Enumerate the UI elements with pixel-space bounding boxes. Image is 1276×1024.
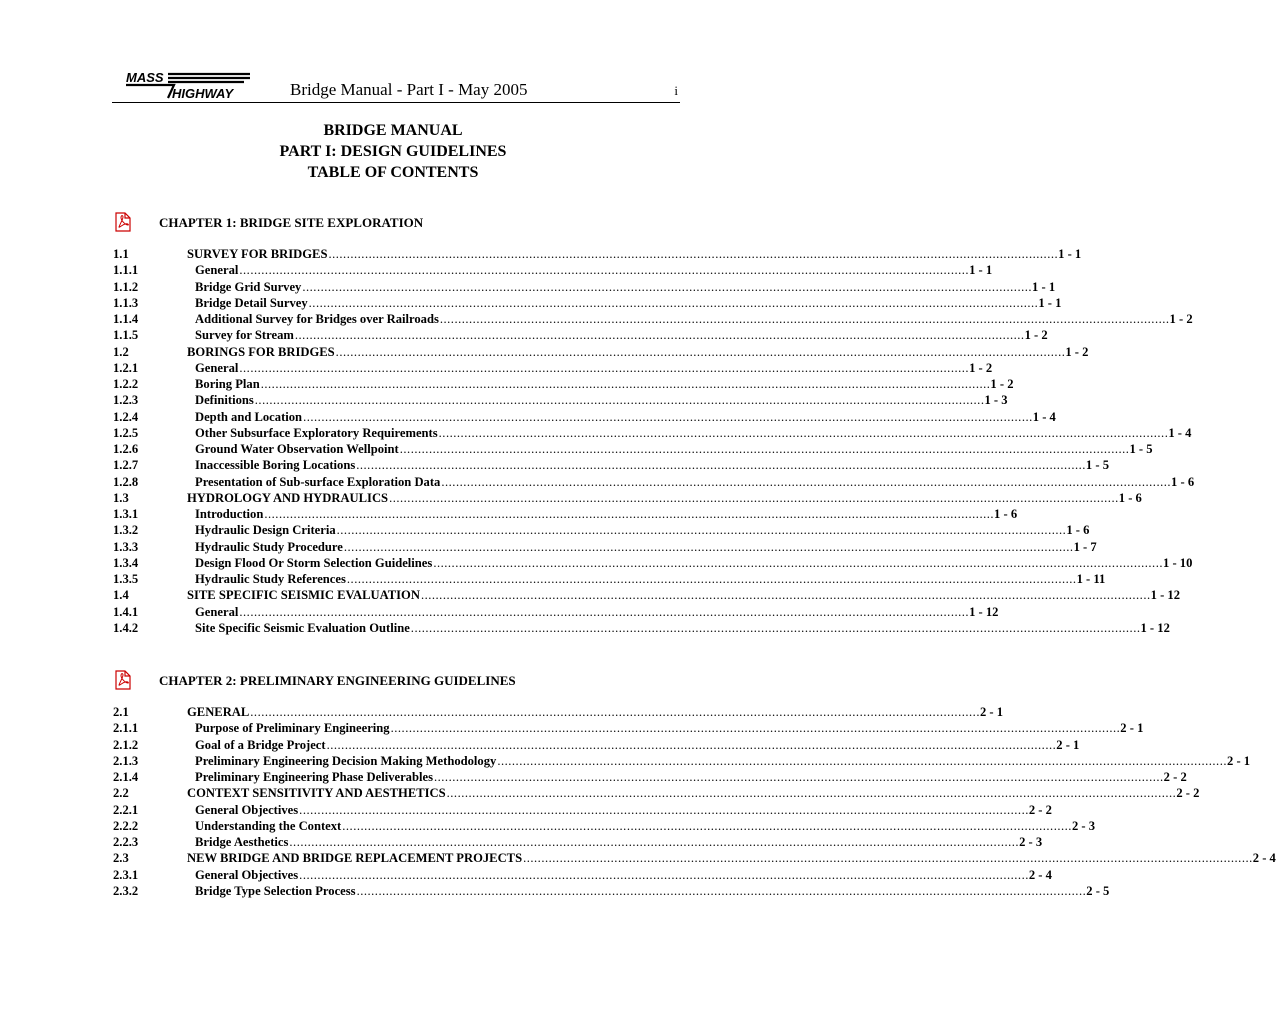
leader-dots: ........................................................................................................................................................................................................ <box>342 818 1072 833</box>
pdf-icon[interactable] <box>114 670 132 690</box>
page-reference: 1 - 6 <box>1066 523 1090 538</box>
leader-dots: ........................................................................................................................................................................................................ <box>420 588 1151 603</box>
section-number: 1.3.4 <box>113 555 139 570</box>
leader-dots: ........................................................................................................................................................................................................ <box>441 474 1172 489</box>
toc-entry[interactable] <box>113 834 1043 850</box>
chapter-title: CHAPTER 1: BRIDGE SITE EXPLORATION <box>159 215 424 230</box>
section-number: 1.2.3 <box>113 393 139 408</box>
page-reference: 1 - 10 <box>1163 555 1193 570</box>
toc-entry[interactable] <box>113 279 1056 295</box>
toc-entry[interactable] <box>113 376 1014 392</box>
section-title-link[interactable]: Definitions <box>195 393 254 408</box>
section-title-link[interactable]: Ground Water Observation Wellpoint <box>195 442 399 456</box>
leader-dots: ........................................................................................................................................................................................................ <box>356 458 1086 473</box>
chapter-2-entries <box>113 704 1276 899</box>
leader-dots: ........................................................................................................................................................................................................ <box>390 721 1121 736</box>
leader-dots: ........................................................................................................................................................................................................ <box>299 802 1029 817</box>
leader-dots: ........................................................................................................................................................................................................ <box>308 295 1039 310</box>
toc-entry[interactable] <box>113 769 1187 785</box>
page-reference: 1 - 1 <box>969 263 993 278</box>
section-number: 1.2 <box>113 344 129 359</box>
toc-entry[interactable] <box>113 802 1052 818</box>
page-reference: 1 - 2 <box>1169 312 1193 326</box>
leader-dots: ........................................................................................................................................................................................................ <box>328 247 1059 261</box>
page-reference: 2 - 1 <box>1227 753 1251 768</box>
leader-dots: ........................................................................................................................................................................................................ <box>433 555 1163 570</box>
page-header <box>112 68 680 103</box>
toc-entry[interactable] <box>113 785 1200 801</box>
toc-entry[interactable] <box>113 720 1144 736</box>
toc-entry[interactable] <box>113 262 993 278</box>
toc-entry[interactable] <box>113 539 1097 555</box>
toc-entry[interactable] <box>113 522 1090 538</box>
leader-dots: ........................................................................................................................................................................................................ <box>343 539 1074 554</box>
toc-entry[interactable] <box>113 344 1089 360</box>
part-title: PART I: DESIGN GUIDELINES <box>279 143 507 160</box>
section-title-link[interactable]: Presentation of Sub-surface Exploration Data <box>195 474 441 489</box>
leader-dots: ........................................................................................................................................................................................................ <box>294 328 1025 343</box>
leader-dots: ........................................................................................................................................................................................................ <box>399 442 1130 456</box>
page-reference: 1 - 4 <box>1032 409 1056 424</box>
section-title-link[interactable]: Introduction <box>195 507 264 521</box>
toc-entry[interactable] <box>113 867 1052 883</box>
section-number: 1.3.1 <box>113 507 139 521</box>
page-reference: 1 - 6 <box>994 507 1018 521</box>
section-number: 1.3 <box>113 490 129 505</box>
section-number: 2.2.3 <box>113 835 139 849</box>
page-reference: 1 - 3 <box>984 393 1008 408</box>
section-number: 1.4 <box>113 588 129 603</box>
page-reference: 1 - 7 <box>1073 539 1097 554</box>
logo-bottom-text: HIGHWAY <box>172 86 234 101</box>
section-number: 1.2.4 <box>113 409 139 424</box>
section-number: 1.4.2 <box>113 620 139 635</box>
page-reference: 1 - 11 <box>1076 572 1106 586</box>
toc-entry[interactable] <box>113 246 1082 262</box>
leader-dots: ........................................................................................................................................................................................................ <box>389 490 1119 505</box>
section-title-link[interactable]: General Objectives <box>195 802 299 817</box>
section-number: 1.3.3 <box>113 539 139 554</box>
toc-entry[interactable] <box>113 620 1170 636</box>
section-number: 1.2.2 <box>113 377 139 391</box>
section-title-link[interactable]: GENERAL <box>187 705 250 719</box>
toc-entry[interactable] <box>113 311 1193 327</box>
section-number: 1.1.1 <box>113 263 139 278</box>
leader-dots: ........................................................................................................................................................................................................ <box>302 279 1033 294</box>
page-reference: 1 - 12 <box>1150 588 1181 603</box>
page-reference: 1 - 2 <box>969 360 993 375</box>
toc-entry[interactable] <box>113 753 1251 769</box>
leader-dots: ........................................................................................................................................................................................................ <box>239 263 970 278</box>
section-title-link[interactable]: Depth and Location <box>195 409 303 424</box>
toc-entry[interactable] <box>113 425 1192 441</box>
page-reference: 2 - 3 <box>1071 818 1096 833</box>
page-reference: 1 - 2 <box>1065 344 1089 359</box>
section-number: 2.3.1 <box>113 867 139 882</box>
page-reference: 1 - 1 <box>1058 247 1082 261</box>
toc-entry[interactable] <box>113 604 999 620</box>
page-reference: 2 - 1 <box>1120 721 1144 736</box>
section-number: 2.2 <box>113 786 129 801</box>
section-number: 1.1.3 <box>113 295 139 310</box>
toc-entry[interactable] <box>113 704 1004 720</box>
toc-entry[interactable] <box>113 409 1056 425</box>
page-reference: 2 - 4 <box>1028 867 1052 882</box>
pdf-icon[interactable] <box>114 212 132 232</box>
leader-dots: ........................................................................................................................................................................................................ <box>239 360 970 375</box>
masshighway-logo <box>124 70 250 100</box>
leader-dots: ........................................................................................................................................................................................................ <box>254 393 985 408</box>
section-number: 1.2.6 <box>113 442 139 456</box>
section-number: 2.1.2 <box>113 737 139 752</box>
toc-entry[interactable] <box>113 506 1018 522</box>
section-title-link[interactable]: Boring Plan <box>195 377 260 391</box>
leader-dots: ........................................................................................................................................................................................................ <box>299 867 1029 882</box>
leader-dots: ........................................................................................................................................................................................................ <box>239 604 970 619</box>
leader-dots: ........................................................................................................................................................................................................ <box>326 737 1057 752</box>
toc-entry[interactable] <box>113 737 1080 753</box>
page-reference: 2 - 1 <box>979 705 1004 719</box>
toc-entry[interactable] <box>113 360 993 376</box>
section-number: 1.1.5 <box>113 328 139 343</box>
section-title-link[interactable]: Bridge Detail Survey <box>195 295 308 310</box>
toc-entry[interactable] <box>113 571 1106 587</box>
section-title-link[interactable]: Design Flood Or Storm Selection Guidelines <box>195 555 433 570</box>
toc-entry[interactable] <box>113 883 1110 899</box>
page-reference: 1 - 2 <box>990 377 1014 391</box>
section-title-link[interactable]: Understanding the Context <box>195 818 342 833</box>
section-title-link[interactable]: Purpose of Preliminary Engineering <box>195 721 390 736</box>
section-title-link[interactable]: Additional Survey for Bridges over Railroads <box>195 312 439 326</box>
leader-dots: ........................................................................................................................................................................................................ <box>250 705 980 719</box>
section-number: 1.3.5 <box>113 572 139 586</box>
page-reference: 2 - 2 <box>1176 786 1200 801</box>
section-title-link[interactable]: Goal of a Bridge Project <box>195 737 326 752</box>
toc-entry[interactable] <box>113 392 1008 408</box>
section-number: 1.4.1 <box>113 604 139 619</box>
page-number: i <box>674 83 678 98</box>
leader-dots: ........................................................................................................................................................................................................ <box>410 620 1141 635</box>
page-reference: 1 - 1 <box>1038 295 1062 310</box>
toc-title: TABLE OF CONTENTS <box>307 164 479 181</box>
section-number: 1.1.4 <box>113 312 139 326</box>
logo-top-text: MASS <box>126 70 164 85</box>
page-reference: 1 - 6 <box>1171 474 1195 489</box>
leader-dots: ........................................................................................................................................................................................................ <box>336 523 1067 538</box>
section-title-link[interactable]: Hydraulic Study References <box>195 572 346 586</box>
toc-entry[interactable] <box>113 327 1048 343</box>
header-title: Bridge Manual - Part I - May 2005 <box>290 80 528 99</box>
toc-entry[interactable] <box>113 850 1276 866</box>
section-title-link[interactable]: SURVEY FOR BRIDGES <box>187 247 328 261</box>
manual-title: BRIDGE MANUAL <box>323 122 463 139</box>
leader-dots: ........................................................................................................................................................................................................ <box>438 425 1169 440</box>
toc-entry[interactable] <box>113 474 1195 490</box>
section-title-link[interactable]: NEW BRIDGE AND BRIDGE REPLACEMENT PROJECTS <box>187 851 523 866</box>
section-title-link[interactable]: Bridge Aesthetics <box>195 835 289 849</box>
section-title-link[interactable]: General <box>195 604 239 619</box>
section-title-link[interactable]: HYDROLOGY AND HYDRAULICS <box>187 490 389 505</box>
toc-entry[interactable] <box>113 587 1181 603</box>
section-number: 2.3.2 <box>113 883 139 898</box>
section-number: 2.2.1 <box>113 802 139 817</box>
page-reference: 2 - 4 <box>1252 851 1276 866</box>
leader-dots: ........................................................................................................................................................................................................ <box>264 507 995 521</box>
toc-entry[interactable] <box>113 457 1110 473</box>
page-reference: 2 - 1 <box>1056 737 1080 752</box>
section-number: 1.2.7 <box>113 458 139 473</box>
page-reference: 1 - 6 <box>1118 490 1142 505</box>
section-number: 2.1.1 <box>113 721 139 736</box>
section-title-link[interactable]: Hydraulic Design Criteria <box>195 523 336 538</box>
section-number: 1.2.1 <box>113 360 139 375</box>
page-reference: 2 - 3 <box>1019 835 1043 849</box>
toc-entry[interactable] <box>113 441 1153 457</box>
leader-dots: ........................................................................................................................................................................................................ <box>439 312 1170 326</box>
section-title-link[interactable]: Hydraulic Study Procedure <box>195 539 343 554</box>
section-number: 2.1.4 <box>113 770 139 784</box>
toc-entry[interactable] <box>113 295 1062 311</box>
toc-entry[interactable] <box>113 555 1193 571</box>
section-number: 2.2.2 <box>113 818 139 833</box>
section-title-link[interactable]: Bridge Type Selection Process <box>195 883 356 898</box>
section-title-link[interactable]: General <box>195 263 239 278</box>
page-reference: 1 - 5 <box>1129 442 1153 456</box>
document-titles <box>0 120 786 183</box>
section-number: 1.1 <box>113 247 129 261</box>
page-reference: 1 - 12 <box>1140 620 1170 635</box>
leader-dots: ........................................................................................................................................................................................................ <box>523 851 1253 866</box>
leader-dots: ........................................................................................................................................................................................................ <box>497 753 1227 768</box>
page-reference: 2 - 2 <box>1028 802 1052 817</box>
leader-dots: ........................................................................................................................................................................................................ <box>433 770 1164 784</box>
leader-dots: ........................................................................................................................................................................................................ <box>303 409 1033 424</box>
section-title-link[interactable]: CONTEXT SENSITIVITY AND AESTHETICS <box>187 786 446 801</box>
leader-dots: ........................................................................................................................................................................................................ <box>289 835 1020 849</box>
section-title-link[interactable]: Other Subsurface Exploratory Requirements <box>195 425 438 440</box>
page-reference: 1 - 1 <box>1032 279 1056 294</box>
section-number: 1.2.8 <box>113 474 139 489</box>
section-title-link[interactable]: Preliminary Engineering Phase Deliverables <box>195 770 433 784</box>
page-reference: 2 - 2 <box>1163 770 1187 784</box>
page-reference: 1 - 2 <box>1024 328 1048 343</box>
section-title-link[interactable]: General Objectives <box>195 867 299 882</box>
section-title-link[interactable]: Inaccessible Boring Locations <box>195 458 356 473</box>
page-reference: 1 - 5 <box>1085 458 1110 473</box>
leader-dots: ........................................................................................................................................................................................................ <box>346 572 1077 586</box>
section-number: 1.3.2 <box>113 523 139 538</box>
section-title-link[interactable]: Bridge Grid Survey <box>195 279 302 294</box>
chapter-1-entries <box>113 246 1195 636</box>
page-reference: 1 - 4 <box>1168 425 1192 440</box>
section-title-link[interactable]: Survey for Stream <box>195 328 294 343</box>
leader-dots: ........................................................................................................................................................................................................ <box>260 377 991 391</box>
section-number: 2.1.3 <box>113 753 139 768</box>
section-title-link[interactable]: Site Specific Seismic Evaluation Outline <box>195 620 410 635</box>
toc-entry[interactable] <box>113 818 1096 834</box>
section-title-link[interactable]: Preliminary Engineering Decision Making Methodology <box>195 753 497 768</box>
page-reference: 1 - 12 <box>969 604 999 619</box>
section-title-link[interactable]: BORINGS FOR BRIDGES <box>187 344 335 359</box>
chapter-title: CHAPTER 2: PRELIMINARY ENGINEERING GUIDELINES <box>159 673 516 688</box>
section-title-link[interactable]: SITE SPECIFIC SEISMIC EVALUATION <box>187 588 420 603</box>
section-number: 2.3 <box>113 851 129 866</box>
leader-dots: ........................................................................................................................................................................................................ <box>356 883 1087 898</box>
section-number: 1.1.2 <box>113 279 139 294</box>
toc-entry[interactable] <box>113 490 1142 506</box>
section-number: 2.1 <box>113 705 129 719</box>
leader-dots: ........................................................................................................................................................................................................ <box>335 344 1066 359</box>
leader-dots: ........................................................................................................................................................................................................ <box>446 786 1177 801</box>
page-reference: 2 - 5 <box>1086 883 1110 898</box>
section-number: 1.2.5 <box>113 425 139 440</box>
section-title-link[interactable]: General <box>195 360 239 375</box>
